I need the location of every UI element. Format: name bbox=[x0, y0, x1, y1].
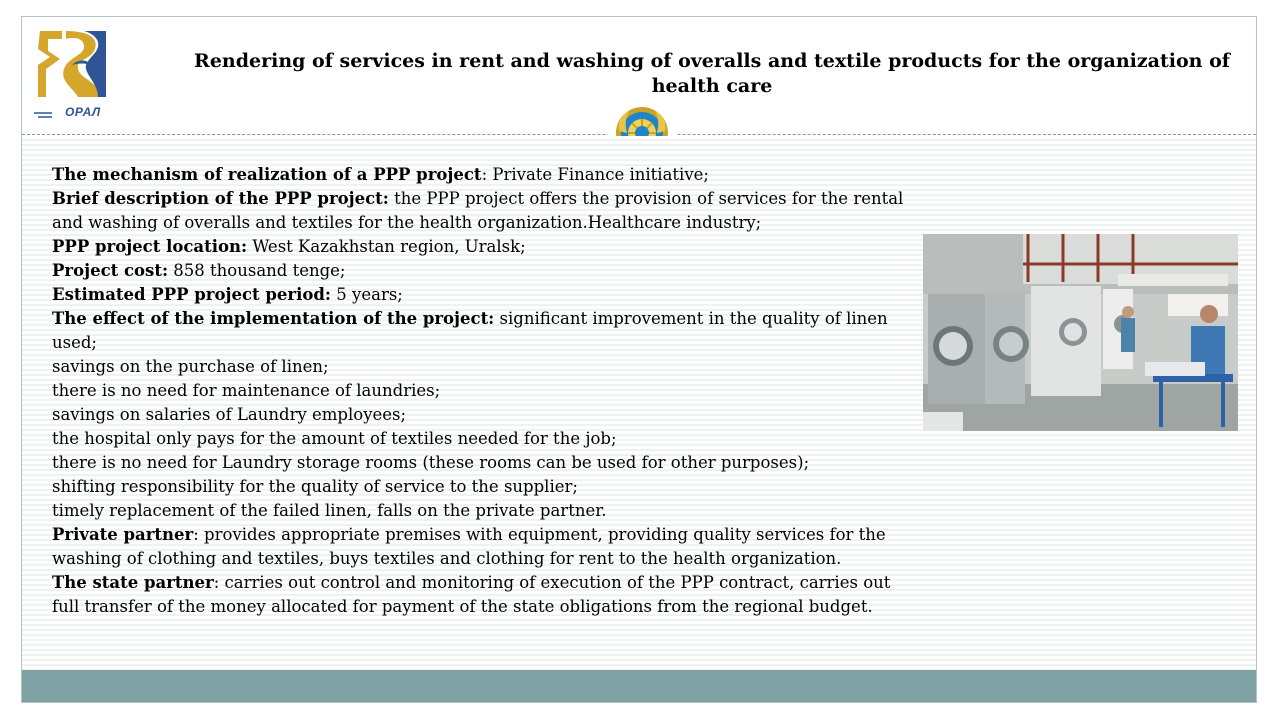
footer-bar bbox=[22, 670, 1256, 702]
mechanism-value: : Private Finance initiative; bbox=[481, 165, 709, 184]
effect-item: there is no need for maintenance of laundries; bbox=[52, 381, 441, 400]
state-partner-label: The state partner bbox=[52, 573, 214, 592]
effect-label: The effect of the implementation of the project: bbox=[52, 309, 495, 328]
cost-line bbox=[52, 259, 912, 283]
description-label: Brief description of the PPP project: bbox=[52, 189, 389, 208]
effect-item: savings on salaries of Laundry employees; bbox=[52, 405, 407, 424]
private-partner-line bbox=[52, 523, 912, 571]
period-line bbox=[52, 283, 912, 307]
project-details bbox=[52, 163, 912, 619]
cost-value: 858 thousand tenge; bbox=[168, 261, 346, 280]
description-line bbox=[52, 187, 912, 235]
state-partner-value: : carries out control and monitoring of execution of the PPP contract, carries out full transfer of the money allocated for payment of the state obligations from the regional budget. bbox=[52, 573, 891, 616]
effect-item: savings on the purchase of linen; bbox=[52, 357, 329, 376]
description-value: the PPP project offers the provision of services for the rental and washing of overalls and textiles for the health organization.Healthcare industry; bbox=[52, 189, 904, 232]
logo-caption: ОРАЛ bbox=[65, 105, 101, 119]
effect-item: timely replacement of the failed linen, falls on the private partner. bbox=[52, 501, 607, 520]
effect-item: shifting responsibility for the quality of service to the supplier; bbox=[52, 477, 578, 496]
effect-line bbox=[52, 307, 912, 355]
slide-title: Rendering of services in rent and washing of overalls and textile products for the organization of health care bbox=[194, 50, 1230, 97]
mechanism-line bbox=[52, 163, 912, 187]
state-partner-line bbox=[52, 571, 912, 619]
mechanism-label: The mechanism of realization of a PPP project bbox=[52, 165, 482, 184]
location-label: PPP project location: bbox=[52, 237, 248, 256]
effect-item: the hospital only pays for the amount of textiles needed for the job; bbox=[52, 429, 617, 448]
location-line bbox=[52, 235, 912, 259]
period-value: 5 years; bbox=[331, 285, 403, 304]
cost-label: Project cost: bbox=[52, 261, 169, 280]
slide-frame bbox=[21, 16, 1257, 703]
effect-value: significant improvement in the quality of linen used; bbox=[52, 309, 888, 352]
laundry-photo bbox=[923, 234, 1238, 431]
effect-item: there is no need for Laundry storage rooms (these rooms can be used for other purposes); bbox=[52, 453, 810, 472]
period-label: Estimated PPP project period: bbox=[52, 285, 332, 304]
private-partner-label: Private partner bbox=[52, 525, 194, 544]
location-value: West Kazakhstan region, Uralsk; bbox=[247, 237, 526, 256]
private-partner-value: : provides appropriate premises with equipment, providing quality services for the washing of clothing and textiles, buys textiles and clothing for rent to the health organization. bbox=[52, 525, 886, 568]
